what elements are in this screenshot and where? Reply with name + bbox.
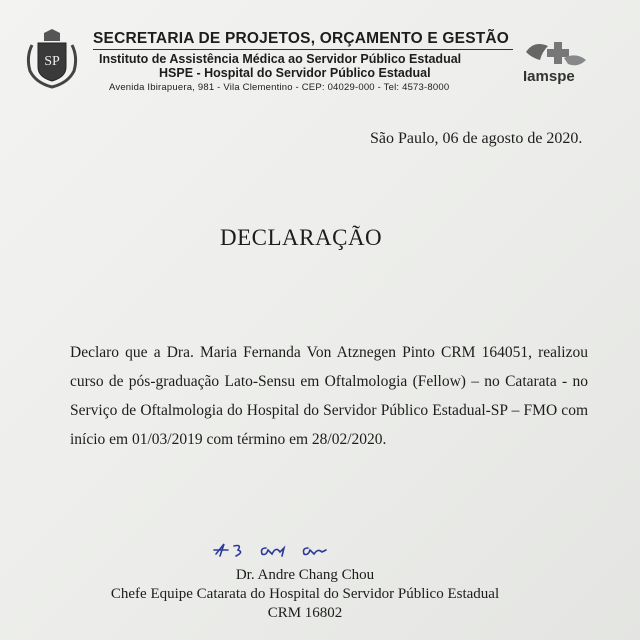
secretaria-heading: SECRETARIA DE PROJETOS, ORÇAMENTO E GESTÃO (93, 30, 510, 47)
declaration-body (70, 338, 588, 454)
document-date: São Paulo, 06 de agosto de 2020. (370, 130, 583, 147)
letterhead (93, 30, 513, 93)
sao-paulo-coat-of-arms-seal (24, 27, 80, 89)
document-title: DECLARAÇÃO (220, 225, 383, 250)
svg-text:SP: SP (44, 54, 60, 69)
signer-crm: CRM 16802 (267, 605, 343, 621)
signer-name: Dr. Andre Chang Chou (235, 567, 375, 583)
iamspe-logo-text: Iamspe (523, 68, 575, 85)
declaration-paragraph: Declaro que a Dra. Maria Fernanda Von Atznegen Pinto CRM 164051, realizou curso de pós-graduação Lato-Sensu em Oftalmologia (Fellow) – no Catarata - no Serviço de Oftalmologia do Hospital do Servidor Público Estadual-SP – FMO com início em 01/03/2019 com término em 28/02/2020. (70, 344, 588, 448)
address-line: Avenida Ibirapuera, 981 - Vila Clementino - CEP: 04029-000 - Tel: 4573-8000 (109, 82, 450, 93)
hospital-line: HSPE - Hospital do Servidor Público Estadual (159, 66, 431, 80)
header-rule (93, 49, 513, 50)
handwritten-signature (210, 538, 350, 562)
instituto-line: Instituto de Assistência Médica ao Servidor Público Estadual (99, 52, 462, 66)
signer-role: Chefe Equipe Catarata do Hospital do Servidor Público Estadual (110, 586, 500, 602)
